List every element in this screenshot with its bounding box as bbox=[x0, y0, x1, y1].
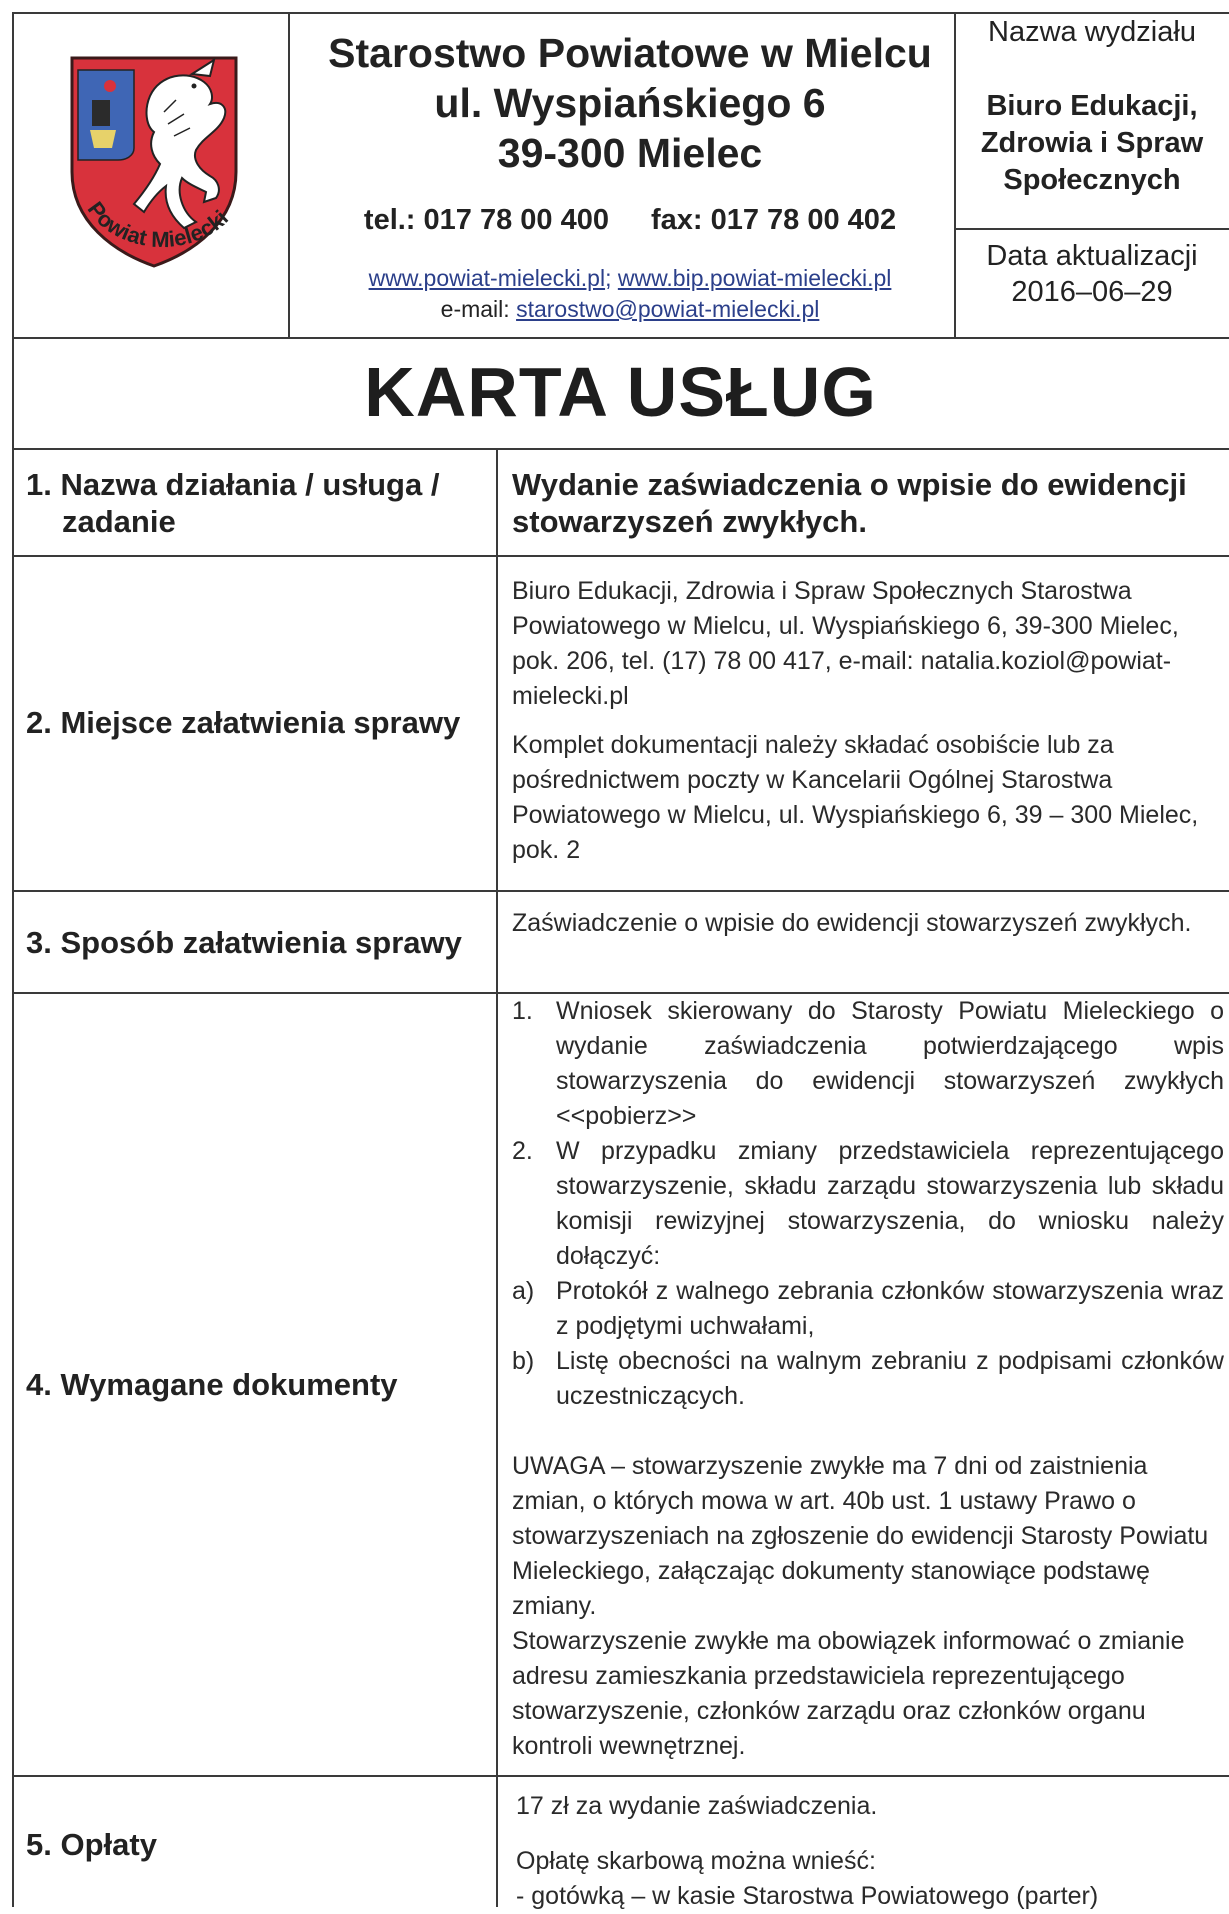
frame-top bbox=[12, 12, 1229, 14]
list-item: 1. Wniosek skierowany do Starosty Powiatu Mieleckiego o wydanie zaświadczenia potwierdzającego wpis stowarzyszenia do ewidencji stowarzyszeń zwykłych <<pobierz>> bbox=[512, 997, 1224, 1130]
list-item: b) Listę obecności na walnym zebraniu z podpisami członków uczestniczących. bbox=[512, 1347, 1224, 1410]
row2-paragraph-2: Komplet dokumentacji należy składać osobiście lub za pośrednictwem poczty w Kancelarii Ogólnej Starostwa Powiatowego w Mielcu, ul. Wyspiańskiego 6, 39 – 300 Mielec, pok. 2 bbox=[512, 731, 1199, 864]
required-documents-list bbox=[512, 994, 1224, 1414]
title-bottom bbox=[12, 448, 1229, 450]
office-street: ul. Wyspiańskiego 6 bbox=[434, 80, 826, 126]
office-city: 39-300 Mielec bbox=[497, 130, 763, 176]
row2-label: 2. Miejsce załatwienia sprawy bbox=[26, 705, 461, 740]
update-label: Data aktualizacji bbox=[986, 240, 1198, 272]
row4-bottom bbox=[12, 1775, 1229, 1777]
row2-bottom bbox=[12, 890, 1229, 892]
header-bottom bbox=[12, 337, 1229, 339]
list-item: 2. W przypadku zmiany przedstawiciela reprezentującego stowarzyszenie, składu zarządu stowarzyszenia lub składu komisji rewizyjnej stowarzyszenia, do wniosku należy dołączyć: bbox=[512, 1137, 1224, 1270]
column-divider bbox=[496, 448, 498, 1907]
county-coat-of-arms-logo bbox=[64, 52, 249, 282]
row3-label: 3. Sposób załatwienia sprawy bbox=[26, 925, 462, 960]
website-link[interactable]: www.powiat-mielecki.pl bbox=[368, 265, 606, 291]
update-date: 2016–06–29 bbox=[1011, 276, 1173, 308]
email-link[interactable]: starostwo@powiat-mielecki.pl bbox=[516, 296, 820, 322]
row4-note-1: UWAGA – stowarzyszenie zwykłe ma 7 dni od zaistnienia zmian, o których mowa w art. 40b ust. 1 ustawy Prawo o stowarzyszeniach na zgłoszenie do ewidencji Starosty Powiatu Mieleckiego, załączając dokumenty stanowiące podstawę zmiany. bbox=[512, 1452, 1209, 1620]
row2-paragraph-1: Biuro Edukacji, Zdrowia i Spraw Społecznych Starostwa Powiatowego w Mielcu, ul. Wyspiańskiego 6, 39-300 Mielec, pok. 206, tel. (17) 78 00 417, e-mail: natalia.koziol@powiat-mielecki.pl bbox=[512, 577, 1179, 710]
row5-paragraph-2: Opłatę skarbową można wnieść: bbox=[516, 1847, 876, 1875]
fax-number: fax: 017 78 00 402 bbox=[650, 204, 897, 236]
row1-bottom bbox=[12, 555, 1229, 557]
department-name: Biuro Edukacji, Zdrowia i Spraw Społecznych bbox=[980, 90, 1204, 196]
department-label: Nazwa wydziału bbox=[988, 16, 1196, 48]
row4-value bbox=[512, 994, 1224, 1764]
bip-link[interactable]: www.bip.powiat-mielecki.pl bbox=[617, 265, 892, 291]
phone-number: tel.: 017 78 00 400 bbox=[363, 204, 609, 236]
dept-separator bbox=[954, 228, 1229, 230]
frame-left bbox=[12, 12, 14, 1907]
list-item: a) Protokół z walnego zebrania członków stowarzyszenia wraz z podjętymi uchwałami, bbox=[512, 1277, 1224, 1340]
email-line bbox=[290, 296, 970, 323]
office-name: Starostwo Powiatowe w Mielcu bbox=[328, 30, 932, 76]
row2-value bbox=[512, 574, 1224, 868]
row4-label: 4. Wymagane dokumenty bbox=[26, 1367, 398, 1402]
row5-label: 5. Opłaty bbox=[26, 1827, 157, 1862]
office-title bbox=[290, 28, 970, 178]
row5-paragraph-3: - gotówką – w kasie Starostwa Powiatowego (parter) bbox=[516, 1882, 1099, 1910]
row5-paragraph-1: 17 zł za wydanie zaświadczenia. bbox=[516, 1792, 878, 1820]
logo-text: Powiat Mielecki bbox=[82, 196, 234, 253]
row3-value: Zaświadczenie o wpisie do ewidencji stowarzyszeń zwykłych. bbox=[512, 909, 1192, 937]
row1-value: Wydanie zaświadczenia o wpisie do ewidencji stowarzyszeń zwykłych. bbox=[512, 467, 1187, 539]
card-title: KARTA USŁUG bbox=[364, 353, 877, 431]
email-label: e-mail: bbox=[440, 296, 510, 322]
phone-fax-line bbox=[290, 204, 970, 237]
row1-label: 1. Nazwa działania / usługa / zadanie bbox=[26, 467, 440, 539]
website-links: www.powiat-mielecki.pl; www.bip.powiat-mielecki.pl bbox=[368, 265, 892, 291]
row5-value bbox=[516, 1789, 1228, 1914]
row4-note-2: Stowarzyszenie zwykłe ma obowiązek informować o zmianie adresu zamieszkania przedstawiciela reprezentującego stowarzyszenie, członków zarządu oraz członków organu kontroli wewnętrznej. bbox=[512, 1627, 1185, 1760]
